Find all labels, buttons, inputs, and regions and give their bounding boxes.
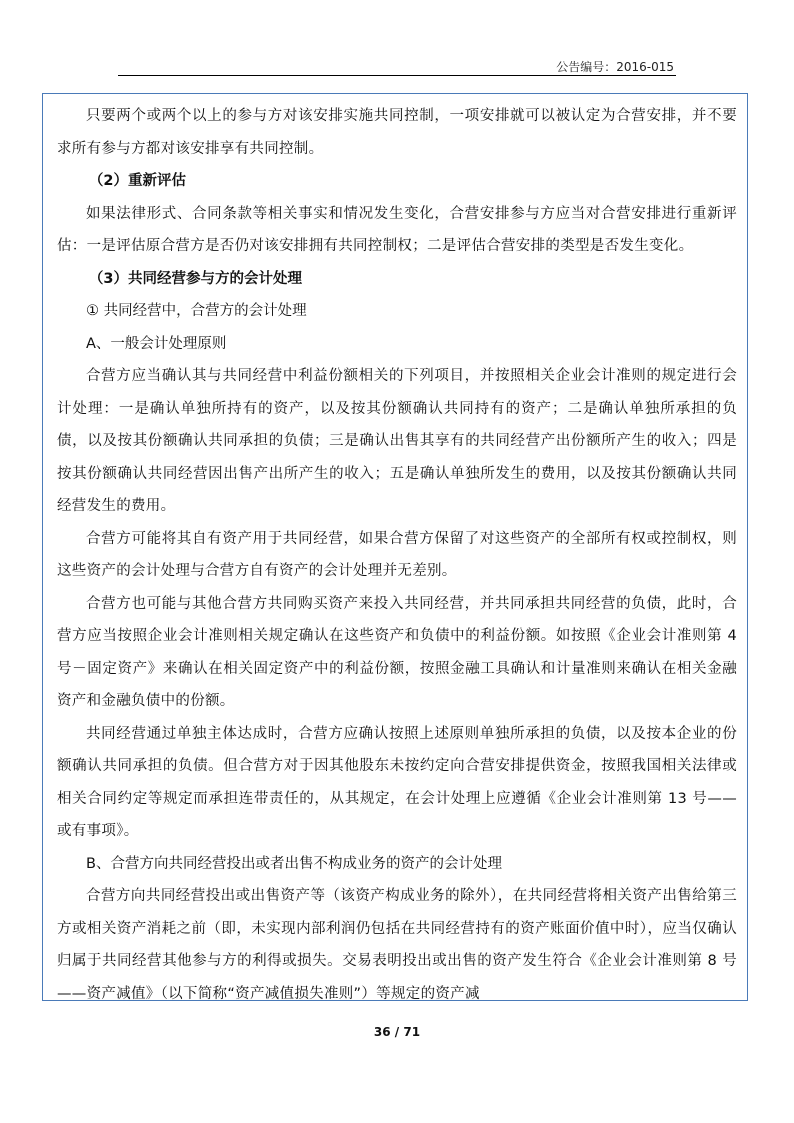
subheading-joint-operator: ① 共同经营中，合营方的会计处理: [86, 303, 307, 319]
paragraph-general-principle: 合营方应当确认其与共同经营中利益份额相关的下列项目，并按照相关企业会计准则的规定进行会计处理：一是确认单独所持有的资产，以及按其份额确认共同持有的资产；二是确认单独所承担的负债，以及按其份额确认共同承担的负债；三是确认出售其享有的共同经营产出份额所产生的收入；四是按其份额确认共同经营因出售产出所产生的收入；五是确认单独所发生的费用，以及按其份额确认共同经营发生的费用。: [57, 368, 737, 514]
paragraph-reassessment: 如果法律形式、合同条款等相关事实和情况发生变化，合营安排参与方应当对合营安排进行重新评估：一是评估原合营方是否仍对该安排拥有共同控制权；二是评估合营安排的类型是否发生变化。: [57, 205, 737, 254]
paragraph-separate-vehicle: 共同经营通过单独主体达成时，合营方应确认按照上述原则单独所承担的负债，以及按本企业的份额确认共同承担的负债。但合营方对于因其他股东未按约定向合营安排提供资金，按照我国相关法律或相关合同约定等规定而承担连带责任的，从其规定，在会计处理上应遵循《企业会计准则第 13 号——或有事项》。: [57, 725, 737, 839]
announcement-number: 公告编号：2016-015: [556, 60, 674, 74]
content-box: [42, 93, 748, 1001]
paragraph-joint-arrangement: 只要两个或两个以上的参与方对该安排实施共同控制，一项安排就可以被认定为合营安排，并不要求所有参与方都对该安排享有共同控制。: [57, 108, 737, 157]
paragraph-contribution: 合营方向共同经营投出或出售资产等（该资产构成业务的除外），在共同经营将相关资产出售给第三方或相关资产消耗之前（即，未实现内部利润仍包括在共同经营持有的资产账面价值中时），应当仅确认归属于共同经营其他参与方的利得或损失。交易表明投出或出售的资产发生符合《企业会计准则第 8 号——资产减值》（以下简称“资产减值损失准则”）等规定的资产减: [57, 888, 737, 1002]
paragraph-own-assets: 合营方可能将其自有资产用于共同经营，如果合营方保留了对这些资产的全部所有权或控制权，则这些资产的会计处理与合营方自有资产的会计处理并无差别。: [57, 530, 737, 579]
subheading-contribution: B、合营方向共同经营投出或者出售不构成业务的资产的会计处理: [86, 855, 502, 872]
heading-accounting: （3）共同经营参与方的会计处理: [88, 270, 302, 287]
paragraph-joint-purchase: 合营方也可能与其他合营方共同购买资产来投入共同经营，并共同承担共同经营的负债，此时，合营方应当按照企业会计准则相关规定确认在这些资产和负债中的利益份额。如按照《企业会计准则第 4 号－固定资产》来确认在相关固定资产中的利益份额，按照金融工具确认和计量准则来确认在相关金融资产和金融负债中的份额。: [57, 595, 737, 709]
header-rule: [118, 75, 676, 76]
heading-reassessment: （2）重新评估: [88, 173, 186, 189]
page-number: 36 / 71: [373, 1025, 421, 1039]
subheading-general-principle: A、一般会计处理原则: [86, 335, 227, 352]
